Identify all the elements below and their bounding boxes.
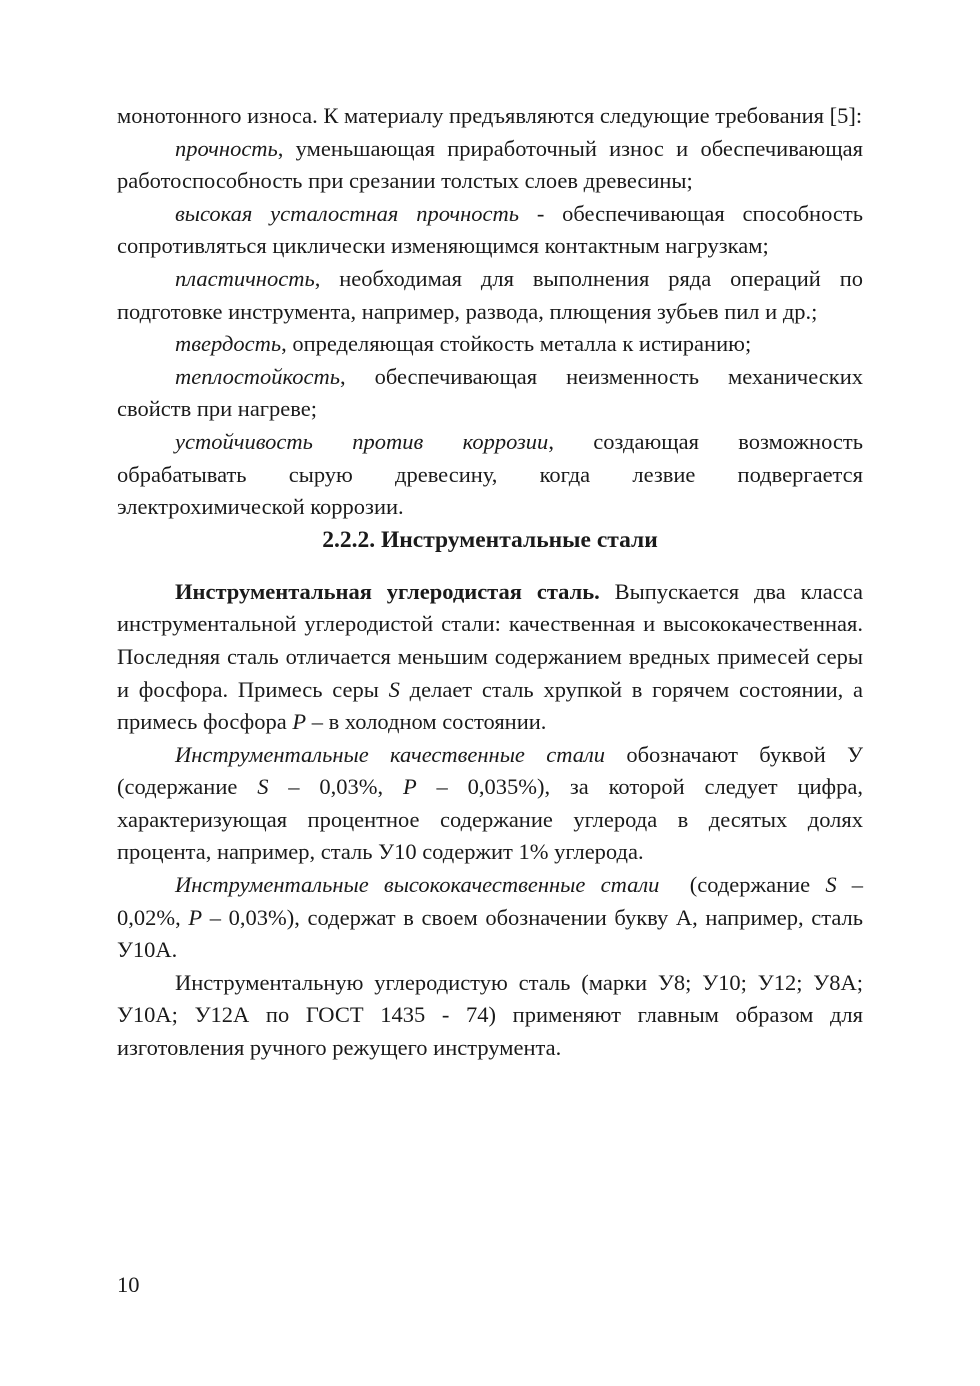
term-italic: устойчивость против коррозии <box>175 428 549 454</box>
term-italic: пластичность <box>175 265 315 291</box>
requirement-strength <box>117 133 863 198</box>
paragraph-carbon-steel <box>117 576 863 739</box>
term-italic: прочность <box>175 135 278 161</box>
requirement-plasticity <box>117 263 863 328</box>
term-italic: высокая усталостная прочность <box>175 200 519 226</box>
term-italic: Инструментальные качественные стали <box>175 741 606 767</box>
paragraph-text: , уменьшающая приработочный износ и обеспечивающая работоспособность при срезании толстых слоев древесины; <box>117 135 863 194</box>
section-heading: 2.2.2. Инструментальные стали <box>322 526 658 553</box>
paragraph-quality-steels <box>117 739 863 869</box>
requirement-heat-resistance <box>117 361 863 426</box>
paragraph-text: – 0,03%, <box>268 774 403 800</box>
paragraph-text: монотонного износа. К материалу предъявляются следующие требования [5]: <box>117 103 863 128</box>
bold-lead: Инструментальная углеродистая сталь. <box>175 578 600 604</box>
paragraph-text: , создающая возможность обрабатывать сырую древесину, когда лезвие подвергается электрохимической коррозии. <box>117 428 863 520</box>
paragraph-text: – 0,02%, <box>117 872 863 930</box>
requirement-corrosion-resistance <box>117 426 863 524</box>
paragraph-high-quality-steels <box>117 869 863 967</box>
page-number: 10 <box>117 1272 140 1297</box>
symbol-sulfur: S <box>257 774 269 800</box>
paragraph-grades <box>117 967 863 1065</box>
symbol-phosphorus: P <box>402 774 417 800</box>
requirement-hardness <box>117 328 863 361</box>
paragraph-text: , определяющая стойкость металла к истиранию; <box>281 331 752 357</box>
paragraph-text: обозначают буквой У (содержание <box>117 741 864 800</box>
paragraph-text: – 0,03%), содержат в своем обозначении букву А, например, сталь У10А. <box>117 904 863 963</box>
paragraph-text: Инструментальную углеродистую сталь (марки У8; У10; У12; У8А; У10А; У12А по ГОСТ 1435 - 74) применяют главным образом для изготовления ручного режущего инструмента. <box>117 969 863 1061</box>
paragraph-text: , необходимая для выполнения ряда операций по подготовке инструмента, например, развода, плющения зубьев пил и др.; <box>117 265 863 324</box>
paragraph-text: Выпускается два класса инструментальной углеродистой стали: качественная и высококачественная. Последняя сталь отличается меньшим содержанием вредных примесей серы и фосфора. Примесь серы <box>117 578 863 702</box>
symbol-phosphorus: P <box>188 904 203 930</box>
paragraph-text: – 0,035%), за которой следует цифра, характеризующая процентное содержание углерода в десятых долях процента, например, сталь У10 содержит 1% углерода. <box>117 774 863 865</box>
requirement-fatigue-strength <box>117 198 863 263</box>
term-italic: теплостойкость <box>175 363 340 389</box>
term-italic: твердость <box>175 331 282 357</box>
page-body <box>117 100 863 1065</box>
paragraph-text: (содержание <box>659 872 826 898</box>
paragraph-text: - обеспечивающая способность сопротивляться циклически изменяющимся контактным нагрузкам; <box>117 200 863 259</box>
paragraph-intro <box>117 100 863 133</box>
symbol-sulfur: S <box>388 676 400 702</box>
paragraph-text: , обеспечивающая неизменность механических свойств при нагреве; <box>117 363 863 422</box>
symbol-sulfur: S <box>825 872 837 898</box>
symbol-phosphorus: P <box>292 709 307 735</box>
term-italic: Инструментальные высококачественные стали <box>175 872 660 898</box>
paragraph-text: – в холодном состоянии. <box>306 709 547 735</box>
paragraph-text: делает сталь хрупкой в горячем состоянии, а примесь фосфора <box>117 676 864 735</box>
